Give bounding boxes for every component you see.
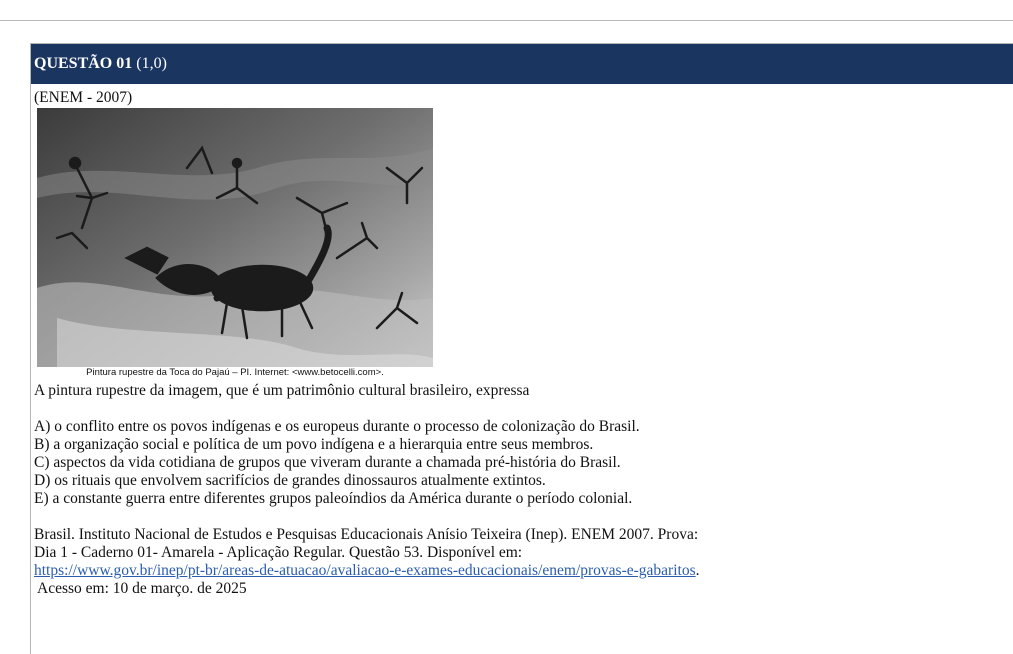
source-line-2: Dia 1 - Caderno 01- Amarela - Aplicação Regular. Questão 53. Disponível em:: [34, 544, 523, 561]
question-card: [30, 43, 1013, 654]
question-body: [31, 84, 1013, 598]
source-citation: [34, 526, 1013, 598]
option-d: D) os rituais que envolvem sacrifícios de grandes dinossauros atualmente extintos.: [34, 472, 546, 489]
option-a: A) o conflito entre os povos indígenas e os europeus durante o processo de colonização do Brasil.: [34, 418, 640, 435]
option-c: C) aspectos da vida cotidiana de grupos que viveram durante a chamada pré-história do Brasil.: [34, 454, 621, 471]
top-divider: [0, 0, 1013, 21]
rock-painting-image: [37, 108, 433, 367]
source-line-1: Brasil. Instituto Nacional de Estudos e Pesquisas Educacionais Anísio Teixeira (Inep). ENEM 2007. Prova:: [34, 526, 699, 543]
access-date: Acesso em: 10 de março. de 2025: [37, 580, 247, 597]
question-stem: A pintura rupestre da imagem, que é um patrimônio cultural brasileiro, expressa: [34, 382, 530, 399]
option-e: E) a constante guerra entre diferentes grupos paleoíndios da América durante o período colonial.: [34, 490, 633, 507]
figure-caption: Pintura rupestre da Toca do Pajaú – PI. Internet: <www.betocelli.com>.: [86, 367, 384, 378]
source-link-suffix: .: [695, 562, 700, 579]
figure: [37, 108, 433, 379]
option-b: B) a organização social e política de um povo indígena e a hierarquia entre seus membros.: [34, 436, 594, 453]
question-header: [31, 44, 1013, 84]
question-number: QUESTÃO 01: [34, 55, 133, 72]
source-link[interactable]: https://www.gov.br/inep/pt-br/areas-de-atuacao/avaliacao-e-exames-educacionais/enem/provas-e-gabaritos: [34, 562, 696, 579]
answer-options: [34, 418, 1013, 508]
question-points: (1,0): [136, 55, 167, 72]
question-origin: (ENEM - 2007): [34, 89, 133, 106]
